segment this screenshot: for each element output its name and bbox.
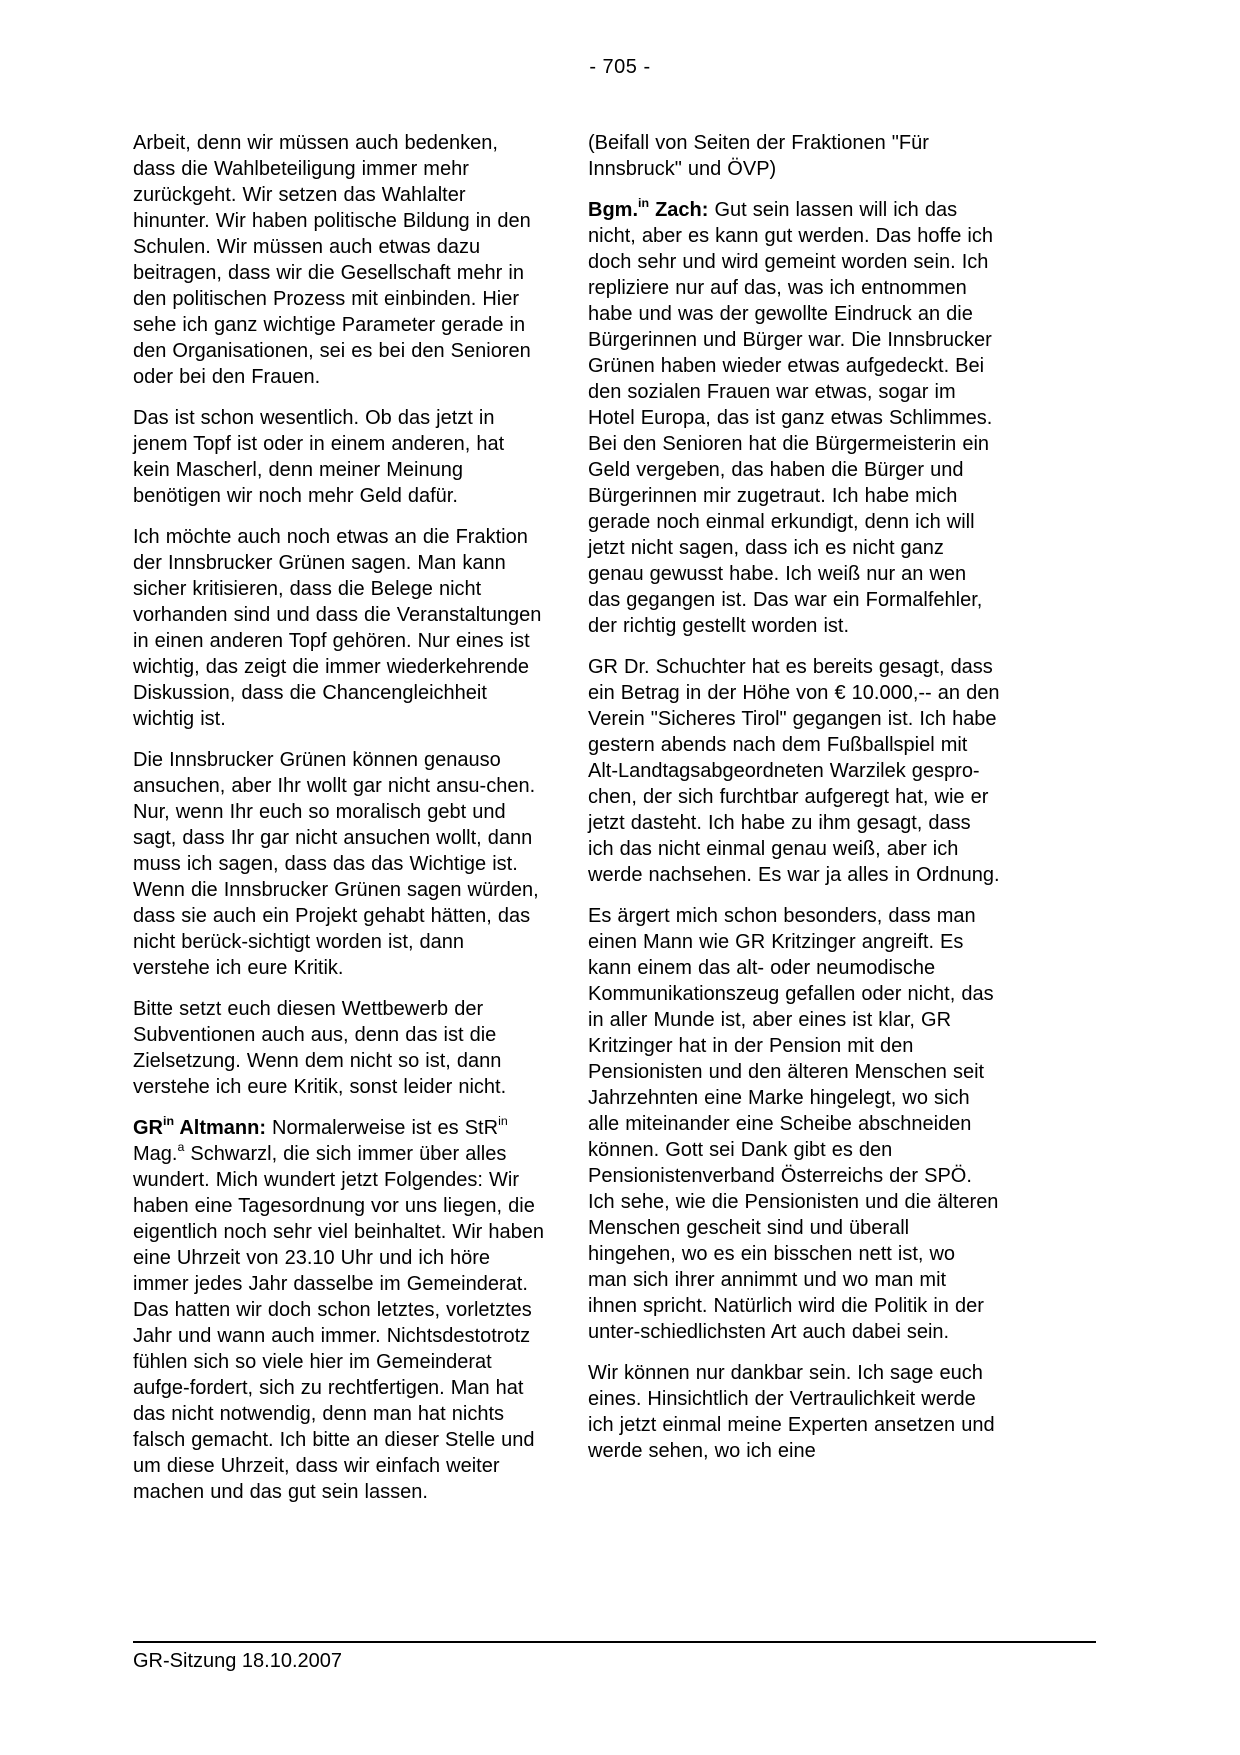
paragraph (588, 903, 1000, 1345)
paragraph (588, 654, 1000, 888)
superscript: in (638, 196, 650, 211)
page-footer (133, 1641, 1096, 1673)
text-segment: Schwarzl, die sich immer über alles wundert. Mich wundert jetzt Folgendes: Wir haben eine Tagesordnung vor uns liegen, die eigentlich noch sehr viel beinhaltet. Wir haben eine Uhrzeit von 23.10 Uhr und ich höre immer jedes Jahr dasselbe im Gemeinderat. Das hatten wir doch schon letztes, vorletztes Jahr und wann auch immer. Nichtsdestotrotz fühlen sich so viele hier im Gemeinderat aufge-fordert, sich zu rechtfertigen. Man hat das nicht notwendig, denn man hat nichts falsch gemacht. Ich bitte an dieser Stelle und um diese Uhrzeit, dass wir einfach weiter machen und das gut sein lassen. (133, 1143, 545, 1503)
paragraph (133, 1115, 545, 1505)
text-segment: Wir können nur dankbar sein. Ich sage euch eines. Hinsichtlich der Vertraulichkeit werde ich jetzt einmal meine Experten ansetzen und werde sehen, wo ich eine (588, 1362, 995, 1462)
paragraph (588, 197, 1000, 639)
paragraph (588, 130, 1000, 182)
text-columns (133, 130, 1000, 1520)
text-segment: GR Dr. Schuchter hat es bereits gesagt, dass ein Betrag in der Höhe von € 10.000,-- an den Verein "Sicheres Tirol" gegangen ist. Ich habe gestern abends nach dem Fußballspiel mit Alt-Landtagsabgeordneten Warzilek gespro-chen, der sich furchtbar aufgeregt hat, wie er jetzt dasteht. Ich habe zu ihm gesagt, dass ich das nicht einmal genau weiß, aber ich werde nachsehen. Es war ja alles in Ordnung. (588, 656, 1000, 886)
paragraph (133, 996, 545, 1100)
text-segment: Mag. (133, 1143, 178, 1165)
page-number: - 705 - (589, 56, 651, 78)
text-segment: Das ist schon wesentlich. Ob das jetzt in jenem Topf ist oder in einem anderen, hat kein Mascherl, denn meiner Meinung benötigen wir noch mehr Geld dafür. (133, 407, 505, 507)
text-segment: Arbeit, denn wir müssen auch bedenken, dass die Wahlbeteiligung immer mehr zurückgeht. Wir setzen das Wahlalter hinunter. Wir haben politische Bildung in den Schulen. Wir müssen auch etwas dazu beitragen, dass wir die Gesellschaft mehr in den politischen Prozess mit einbinden. Hier sehe ich ganz wichtige Parameter gerade in den Organisationen, sei es bei den Senioren oder bei den Frauen. (133, 132, 531, 388)
superscript: in (498, 1114, 508, 1129)
speaker-name: Altmann: (174, 1117, 266, 1139)
paragraph (588, 1360, 1000, 1464)
text-segment: Es ärgert mich schon besonders, dass man einen Mann wie GR Kritzinger angreift. Es kann einem das alt- oder neumodische Kommunikationszeug gefallen oder nicht, das in aller Munde ist, aber eines ist klar, GR Kritzinger hat in der Pension mit den Pensionisten und den älteren Menschen seit Jahrzehnten eine Marke hingelegt, wo sich alle miteinander eine Scheibe abschneiden können. Gott sei Dank gibt es den Pensionistenverband Österreichs der SPÖ. Ich sehe, wie die Pensionisten und die älteren Menschen gescheit sind und überall hingehen, wo es ein bisschen nett ist, wo man sich ihrer annimmt und wo man mit ihnen spricht. Natürlich wird die Politik in der unter-schiedlichsten Art auch dabei sein. (588, 905, 999, 1343)
paragraph (133, 524, 545, 732)
text-segment: (Beifall von Seiten der Fraktionen "Für Innsbruck" und ÖVP) (588, 132, 929, 180)
text-segment: Die Innsbrucker Grünen können genauso ansuchen, aber Ihr wollt gar nicht ansu-chen. Nur, wenn Ihr euch so moralisch gebt und sagt, dass Ihr gar nicht ansuchen wollt, dann muss ich sagen, dass das das Wichtige ist. Wenn die Innsbrucker Grünen sagen würden, dass sie auch ein Projekt gehabt hätten, das nicht berück-sichtigt worden ist, dann verstehe ich eure Kritik. (133, 749, 539, 979)
column-right (588, 130, 1000, 1479)
column-left (133, 130, 545, 1520)
speaker-name: Zach: (649, 199, 709, 221)
text-segment: Bitte setzt euch diesen Wettbewerb der Subventionen auch aus, denn das ist die Zielsetzung. Wenn dem nicht so ist, dann verstehe ich eure Kritik, sonst leider nicht. (133, 998, 507, 1098)
text-segment: Gut sein lassen will ich das nicht, aber es kann gut werden. Das hoffe ich doch sehr und wird gemeint worden sein. Ich repliziere nur auf das, was ich entnommen habe und was der gewollte Eindruck an die Bürgerinnen und Bürger war. Die Innsbrucker Grünen haben wieder etwas aufgedeckt. Bei den sozialen Frauen war etwas, sogar im Hotel Europa, das ist ganz etwas Schlimmes. Bei den Senioren hat die Bürgermeisterin ein Geld vergeben, das haben die Bürger und Bürgerinnen mir zugetraut. Ich habe mich gerade noch einmal erkundigt, denn ich will jetzt nicht sagen, dass ich es nicht ganz genau gewusst habe. Ich weiß nur an wen das gegangen ist. Das war ein Formalfehler, der richtig gestellt worden ist. (588, 199, 993, 637)
speaker-name: Bgm. (588, 199, 638, 221)
text-segment: Normalerweise ist es StR (266, 1117, 499, 1139)
superscript: a (177, 1140, 185, 1155)
text-segment: Ich möchte auch noch etwas an die Fraktion der Innsbrucker Grünen sagen. Man kann sicher kritisieren, dass die Belege nicht vorhanden sind und dass die Veranstaltungen in einen anderen Topf gehören. Nur eines ist wichtig, das zeigt die immer wiederkehrende Diskussion, dass die Chancengleichheit wichtig ist. (133, 526, 542, 730)
paragraph (133, 130, 545, 390)
speaker-name: GR (133, 1117, 163, 1139)
footer-text: GR-Sitzung 18.10.2007 (133, 1650, 343, 1672)
paragraph (133, 747, 545, 981)
paragraph (133, 405, 545, 509)
superscript: in (163, 1114, 175, 1129)
